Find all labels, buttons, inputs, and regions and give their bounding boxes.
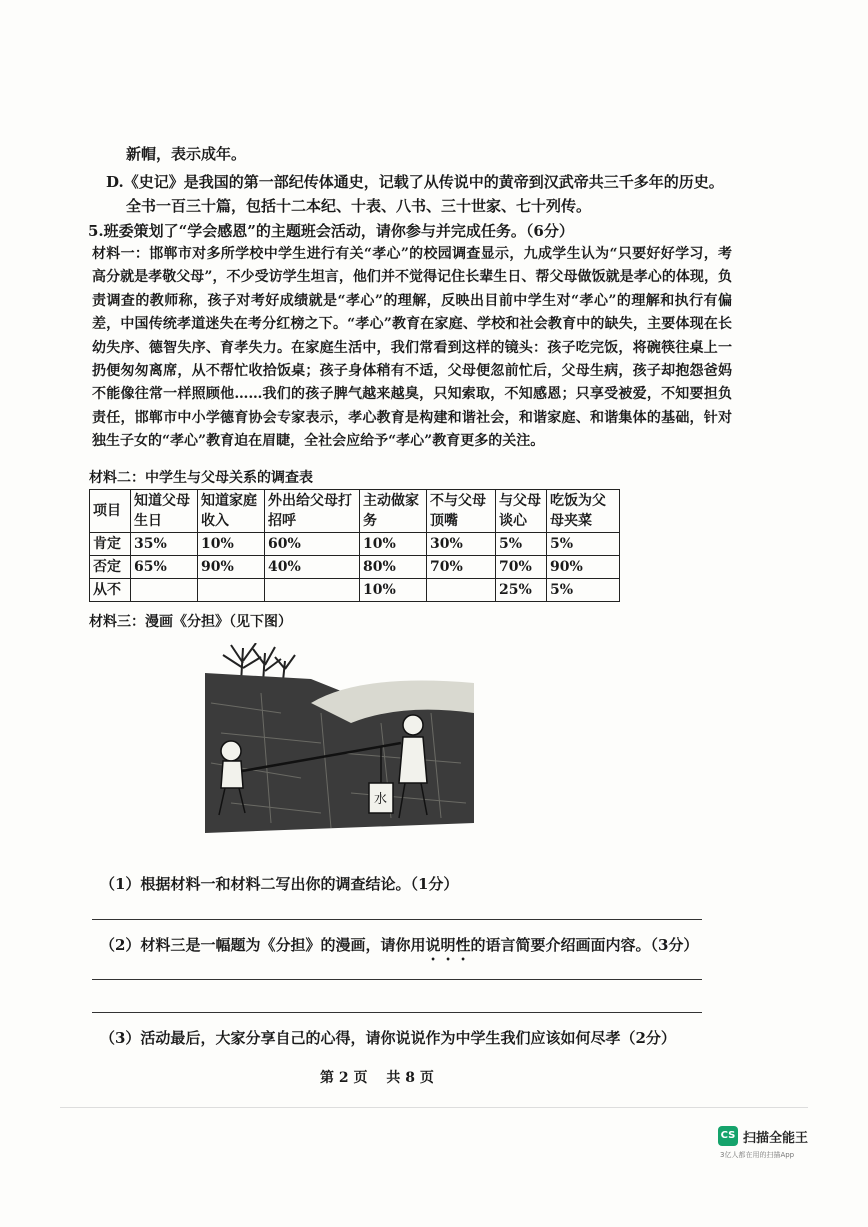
table-header-cell: 项目 (90, 490, 131, 533)
camscanner-logo-icon: CS (718, 1126, 738, 1146)
table-cell: 25% (496, 579, 547, 602)
table-cell: 30% (427, 533, 496, 556)
table-cell: 否定 (90, 556, 131, 579)
table-row (90, 533, 620, 556)
table-cell: 65% (131, 556, 198, 579)
table-header-cell: 知道父母生日 (131, 490, 198, 533)
table-header-cell: 外出给父母打招呼 (265, 490, 360, 533)
table-cell: 5% (496, 533, 547, 556)
material-three-title: 材料三：漫画《分担》（见下图） (89, 614, 292, 630)
table-cell (427, 579, 496, 602)
question-1: （1）根据材料一和材料二写出你的调查结论。（1分） (100, 875, 459, 893)
table-cell (198, 579, 265, 602)
question-2-text-end: 的语言简要介绍画面内容。（3分） (470, 936, 699, 954)
table-cell: 5% (547, 579, 620, 602)
table-row (90, 579, 620, 602)
option-d-continuation: 全书一百三十篇，包括十二本纪、十表、八书、三十世家、七十列传。 (126, 197, 592, 215)
table-cell: 90% (198, 556, 265, 579)
table-header-cell: 不与父母顶嘴 (427, 490, 496, 533)
table-header-cell: 吃饭为父母夹菜 (547, 490, 620, 533)
table-cell (265, 579, 360, 602)
survey-table (89, 489, 620, 602)
material-one-text: 材料一：邯郸市对多所学校中学生进行有关“孝心”的校园调查显示，九成学生认为“只要好好学习，考高分就是孝敬父母”，不少受访学生坦言，他们并不觉得记住长辈生日、帮父母做饭就是孝心的体现，负责调查的教师称，孩子对考好成绩就是“孝心”的理解，反映出目前中学生对“孝心”的理解和执行有偏差，中国传统孝道迷失在考分红榜之下。“孝心”教育在家庭、学校和社会教育中的缺失，主要体现在长幼失序、德智失序、育孝失力。在家庭生活中，我们常看到这样的镜头：孩子吃完饭，将碗筷往桌上一扔便匆匆离席，从不帮忙收拾饭桌；孩子身体稍有不适，父母便忽前忙后，父母生病，孩子却抱怨爸妈不能像往常一样照顾他……我们的孩子脾气越来越臭，只知索取，不知感恩；只享受被爱，不知要担负责任，邯郸市中小学德育协会专家表示，孝心教育是构建和谐社会，和谐家庭、和谐集体的基础，针对独生子女的“孝心”教育迫在眉睫，全社会应给予“孝心”教育更多的关注。 (92, 246, 732, 450)
answer-line[interactable] (92, 919, 702, 920)
material-two-title: 材料二：中学生与父母关系的调查表 (89, 470, 313, 486)
table-cell: 10% (360, 533, 427, 556)
table-cell: 肯定 (90, 533, 131, 556)
table-cell: 10% (360, 579, 427, 602)
question-3: （3）活动最后，大家分享自己的心得，请你说说作为中学生我们应该如何尽孝（2分） (100, 1029, 676, 1047)
answer-line[interactable] (92, 979, 702, 980)
table-header-row (90, 490, 620, 533)
answer-line[interactable] (92, 1012, 702, 1013)
scanner-watermark (718, 1126, 828, 1166)
table-cell: 70% (427, 556, 496, 579)
question-2-emphasis: 说明性 (425, 936, 471, 954)
table-cell: 10% (198, 533, 265, 556)
material-one (92, 243, 732, 454)
page-number: 第 2 页 共 8 页 (320, 1070, 434, 1086)
question-5-heading: 5.班委策划了“学会感恩”的主题班会活动，请你参与并完成任务。（6分） (88, 222, 574, 240)
footer-divider (60, 1107, 808, 1108)
table-cell: 70% (496, 556, 547, 579)
table-header-cell: 主动做家务 (360, 490, 427, 533)
table-cell: 60% (265, 533, 360, 556)
table-header-cell: 知道家庭收入 (198, 490, 265, 533)
table-cell: 90% (547, 556, 620, 579)
table-cell: 80% (360, 556, 427, 579)
bucket-label: 水 (374, 792, 388, 807)
question-2 (100, 935, 698, 964)
table-cell: 40% (265, 556, 360, 579)
option-d: D.《史记》是我国的第一部纪传体通史，记载了从传说中的黄帝到汉武帝共三千多年的历史。 (106, 173, 724, 191)
brand-tagline: 3亿人都在用的扫描App (720, 1151, 795, 1159)
table-row (90, 556, 620, 579)
table-cell: 从不 (90, 579, 131, 602)
question-2-text: （2）材料三是一幅题为《分担》的漫画，请你用 (100, 936, 426, 954)
cartoon-sharing-burden (201, 643, 474, 838)
table-header-cell: 与父母谈心 (496, 490, 547, 533)
option-c-continuation: 新帽，表示成年。 (126, 145, 247, 163)
table-cell (131, 579, 198, 602)
table-cell: 35% (131, 533, 198, 556)
brand-name: 扫描全能王 (743, 1131, 809, 1146)
table-cell: 5% (547, 533, 620, 556)
